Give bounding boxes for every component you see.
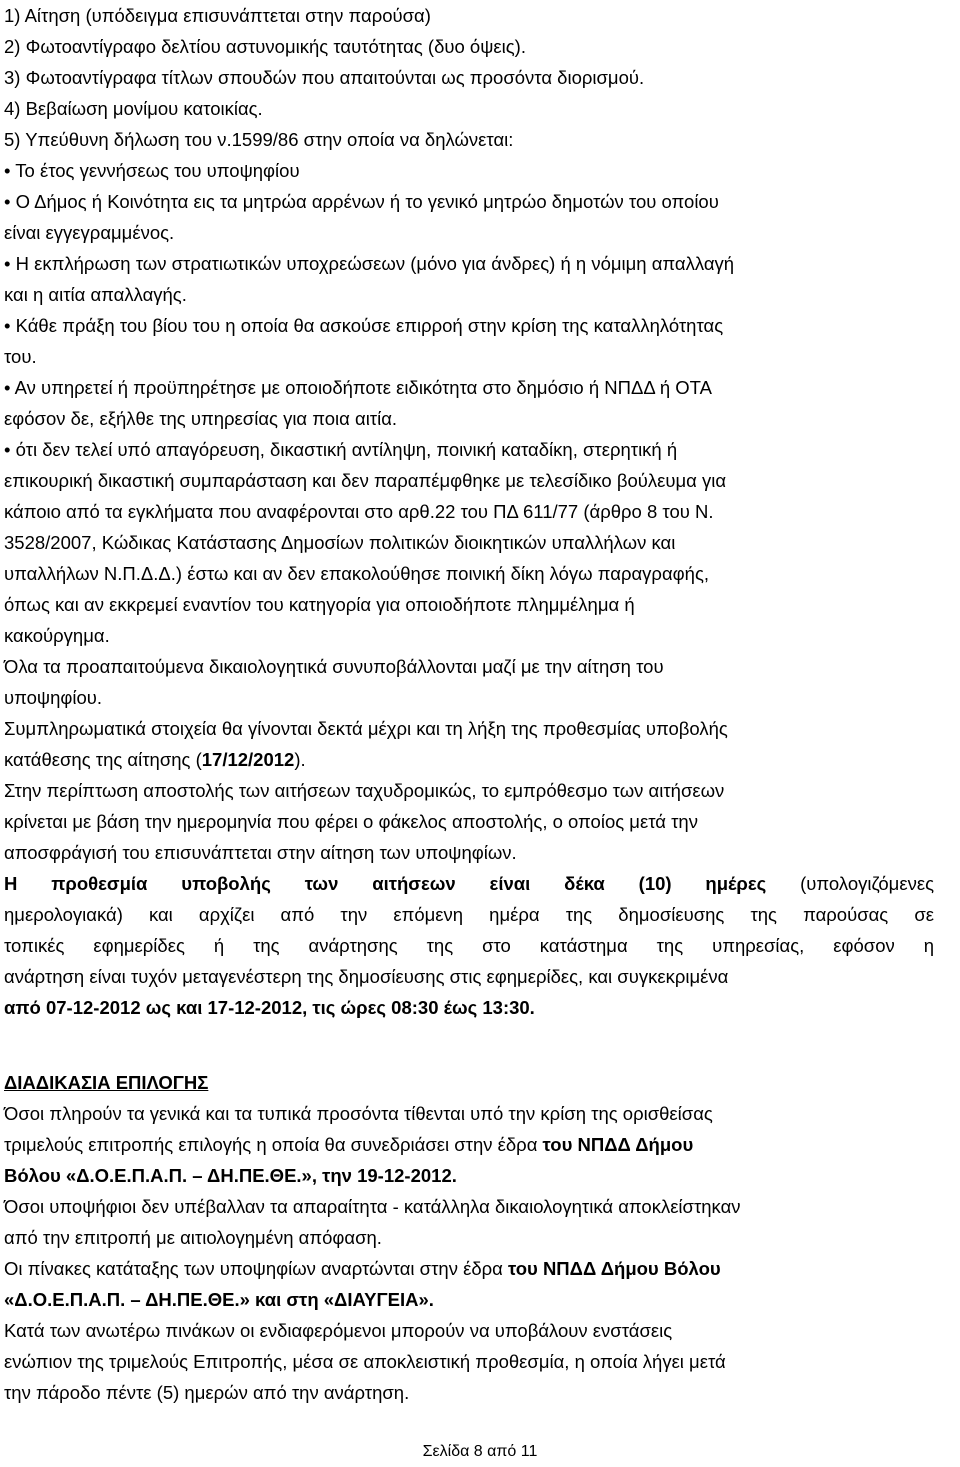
paragraph-line: την πάροδο πέντε (5) ημερών από την ανάρτηση. [4, 1382, 410, 1403]
paragraph-line: ανάρτηση είναι τυχόν μεταγενέστερη της δημοσίευσης στις εφημερίδες, και συγκεκριμένα [4, 966, 729, 987]
bold-run: του ΝΠΔΔ Δήμου Βόλου [508, 1258, 721, 1279]
paragraph-line: είναι εγγεγραμμένος. [4, 222, 175, 243]
paragraph-line: όπως και αν εκκρεμεί εναντίον του κατηγορία για οποιοδήποτε πλημμέλημα ή [4, 594, 635, 615]
paragraph-line [4, 1160, 934, 1191]
list-item-3: 3) Φωτοαντίγραφα τίτλων σπουδών που απαιτούνται ως προσόντα διορισμού. [4, 67, 645, 88]
text-run: Οι πίνακες κατάταξης των υποψηφίων αναρτώνται στην έδρα [4, 1258, 508, 1279]
paragraph-line: τοπικές εφημερίδες ή της ανάρτησης της στο κατάστημα της υπηρεσίας, εφόσον η [4, 935, 934, 956]
section-heading-text: ΔΙΑΔΙΚΑΣΙΑ ΕΠΙΛΟΓΗΣ [4, 1072, 209, 1093]
text-run: τριμελούς επιτροπής επιλογής η οποία θα συνεδριάσει στην έδρα [4, 1134, 543, 1155]
bold-run: Η προθεσμία υποβολής των αιτήσεων είναι δέκα (10) ημέρες [4, 873, 767, 894]
bullet-no-conviction: • ότι δεν τελεί υπό απαγόρευση, δικαστική αντίληψη, ποινική καταδίκη, στερητική ή [4, 439, 678, 460]
paragraph-line: Όσοι υποψήφιοι δεν υπέβαλλαν τα απαραίτητα - κατάλληλα δικαιολογητικά αποκλείστηκαν [4, 1196, 741, 1217]
bullet-municipality: • Ο Δήμος ή Κοινότητα εις τα μητρώα αρρένων ή το γενικό μητρώο δημοτών του οποίου [4, 191, 719, 212]
paragraph-line: 3528/2007, Κώδικας Κατάστασης Δημοσίων πολιτικών διοικητικών υπαλλήλων και [4, 532, 676, 553]
paragraph-line [4, 1284, 934, 1315]
bold-run: του ΝΠΔΔ Δήμου [542, 1134, 694, 1155]
paragraph-line: ενώπιον της τριμελούς Επιτροπής, μέσα σε αποκλειστική προθεσμία, η οποία λήγει μετά [4, 1351, 726, 1372]
paragraph-line: Όλα τα προαπαιτούμενα δικαιολογητικά συνυποβάλλονται μαζί με την αίτηση του [4, 656, 664, 677]
bold-run: «Δ.Ο.Ε.Π.Α.Π. – ΔΗ.ΠΕ.ΘΕ.» και στη «ΔΙΑΥΓΕΙΑ». [4, 1289, 434, 1310]
bullet-military: • Η εκπλήρωση των στρατιωτικών υποχρεώσεων (μόνο για άνδρες) ή η νόμιμη απαλλαγή [4, 253, 735, 274]
paragraph-line: Όσοι πληρούν τα γενικά και τα τυπικά προσόντα τίθενται υπό την κρίση της ορισθείσας [4, 1103, 713, 1124]
paragraph-line: από την επιτροπή με αιτιολογημένη απόφαση. [4, 1227, 382, 1248]
list-item-2: 2) Φωτοαντίγραφο δελτίου αστυνομικής ταυτότητας (δυο όψεις). [4, 36, 526, 57]
paragraph-line [4, 744, 934, 775]
paragraph-line [4, 868, 934, 899]
paragraph-line: Στην περίπτωση αποστολής των αιτήσεων ταχυδρομικώς, το εμπρόθεσμο των αιτήσεων [4, 780, 725, 801]
paragraph-line [4, 1253, 934, 1284]
paragraph-line: υποψηφίου. [4, 687, 103, 708]
paragraph-line: κρίνεται με βάση την ημερομηνία που φέρει ο φάκελος αποστολής, ο οποίος μετά την [4, 811, 698, 832]
text-run: ). [294, 749, 306, 770]
paragraph-line: και η αιτία απαλλαγής. [4, 284, 187, 305]
deadline-date: 17/12/2012 [201, 749, 295, 770]
bold-run: Βόλου «Δ.Ο.Ε.Π.Α.Π. – ΔΗ.ΠΕ.ΘΕ.», την 19-12-2012. [4, 1165, 457, 1186]
bullet-birth-year: • Το έτος γεννήσεως του υποψηφίου [4, 160, 300, 181]
paragraph-line: κάποιο από τα εγκλήματα που αναφέρονται στο αρθ.22 του ΠΔ 611/77 (άρθρο 8 του Ν. [4, 501, 714, 522]
bullet-life-act: • Κάθε πράξη του βίου του η οποία θα ασκούσε επιρροή στην κρίση της καταλληλότητας [4, 315, 724, 336]
paragraph-line: αποσφράγισή του επισυνάπτεται στην αίτηση των υποψηφίων. [4, 842, 517, 863]
submission-period: από 07-12-2012 ως και 17-12-2012, τις ώρες 08:30 έως 13:30. [4, 997, 535, 1018]
paragraph-line: εφόσον δε, εξήλθε της υπηρεσίας για ποια αιτία. [4, 408, 398, 429]
list-item-1: 1) Αίτηση (υπόδειγμα επισυνάπτεται στην παρούσα) [4, 5, 431, 26]
paragraph-line: κακούργημα. [4, 625, 110, 646]
paragraph-line [4, 992, 934, 1023]
paragraph-line: ημερολογιακά) και αρχίζει από την επόμενη ημέρα της δημοσίευσης της παρούσας σε [4, 904, 934, 925]
page-footer: Σελίδα 8 από 11 [422, 1443, 538, 1460]
paragraph-line: υπαλλήλων Ν.Π.Δ.Δ.) έστω και αν δεν επακολούθησε ποινική δίκη λόγω παραγραφής, [4, 563, 709, 584]
paragraph-line: του. [4, 346, 37, 367]
bullet-public-service: • Αν υπηρετεί ή προϋπηρέτησε με οποιοδήποτε ειδικότητα στο δημόσιο ή ΝΠΔΔ ή ΟΤΑ [4, 377, 712, 398]
list-item-5: 5) Υπεύθυνη δήλωση του ν.1599/86 στην οποία να δηλώνεται: [4, 129, 514, 150]
paragraph-line: επικουρική δικαστική συμπαράσταση και δεν παραπέμφθηκε με τελεσίδικο βούλευμα για [4, 470, 727, 491]
paragraph-line: Συμπληρωματικά στοιχεία θα γίνονται δεκτά μέχρι και τη λήξη της προθεσμίας υποβολής [4, 718, 728, 739]
text-run: (υπολογιζόμενες [766, 873, 934, 894]
section-heading [4, 1067, 934, 1098]
list-item-4: 4) Βεβαίωση μονίμου κατοικίας. [4, 98, 263, 119]
text-run: κατάθεσης της αίτησης ( [4, 749, 202, 770]
paragraph-line [4, 1129, 934, 1160]
paragraph-line: Κατά των ανωτέρω πινάκων οι ενδιαφερόμενοι μπορούν να υποβάλουν ενστάσεις [4, 1320, 673, 1341]
